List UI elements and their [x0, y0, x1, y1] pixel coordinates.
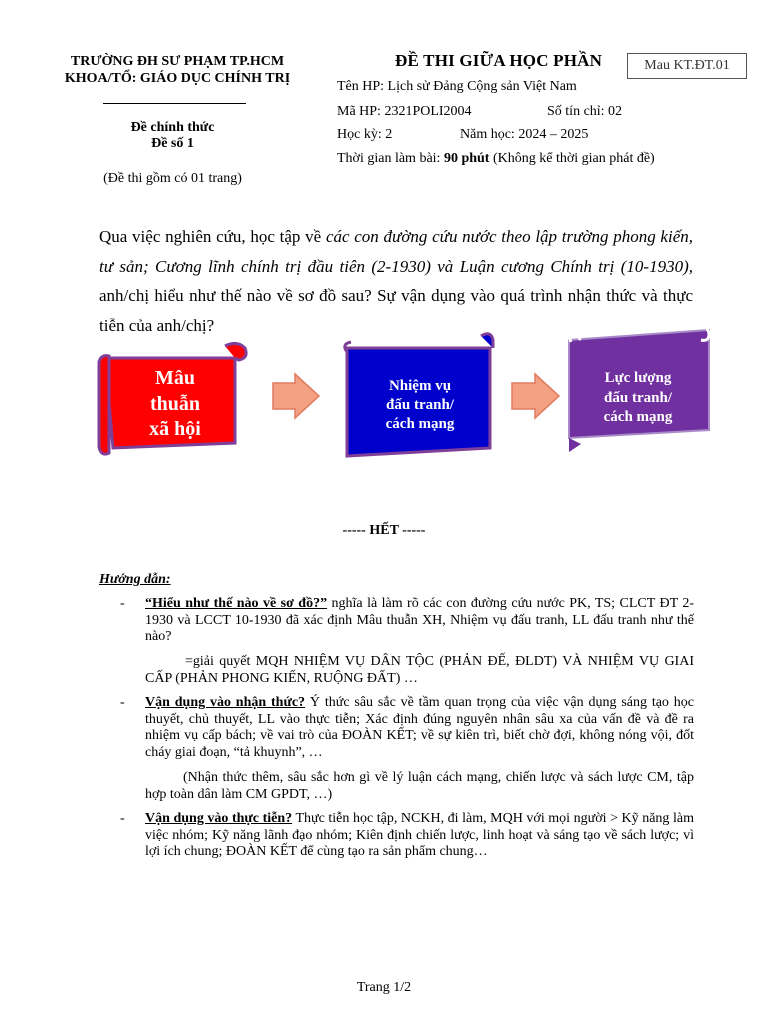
box3-line-3: cách mạng [603, 409, 673, 425]
question-part-2: các con đường cứu nước theo lập trường phong kiến, tư sản; Cương lĩnh chính trị đầu tiên (2-1930) và Luận cương Chính trị (10-1930), [99, 227, 693, 276]
official-text: Đề chính thức [130, 120, 215, 135]
guide-item-1 [145, 596, 694, 646]
school-line-1: TRƯỜNG ĐH SƯ PHẠM TP.HCM [70, 54, 285, 69]
scroll-box-struggle-task [345, 334, 493, 456]
scroll-3-foot [569, 438, 581, 452]
question-part-1: Qua việc nghiên cứu, học tập về [99, 227, 326, 246]
box2-line-3: cách mạng [385, 416, 455, 432]
school-year: Năm học: 2024 – 2025 [460, 127, 589, 142]
box2-line-1: Nhiệm vụ [388, 378, 452, 394]
box3-line-1: Lực lượng [604, 370, 672, 386]
end-mark: ----- HẾT ----- [342, 523, 426, 538]
duration-value: 90 phút [443, 151, 490, 166]
question-part-3: anh/chị hiểu như thế nào về sơ đồ sau? Sự vận dụng vào quá trình nhận thức và thực tiễn của anh/chị? [99, 286, 693, 335]
box1-line-3: xã hội [149, 418, 201, 440]
course-code: Mã HP: 2321POLI2004 [337, 104, 472, 119]
guide-item-2-text: Ý thức sâu sắc về tầm quan trọng của việc vận dụng sáng tạo học thuyết, chủ thuyết, LL vào thực tiễn; Xác định đúng nguyên nhân sâu xa của vấn đề và đề ra nhiệm vụ cấp bách; về vai trò của ĐOÀN KẾT; về sự kiên trì, biết chờ đợi, không nóng vội, đốt cháy giai đoạn, “tả khuynh”, … [145, 695, 694, 760]
school-line-2: KHOA/TỔ: GIÁO DỤC CHÍNH TRỊ [64, 71, 291, 86]
school-name [40, 53, 315, 87]
scroll-box-revolutionary-force [569, 326, 709, 452]
semester: Học kỳ: 2 [337, 127, 393, 142]
page-footer: Trang 1/2 [356, 980, 412, 995]
box3-line-2: đấu tranh/ [604, 390, 672, 406]
arrow-right-icon [512, 374, 559, 418]
guide-item-3-title: Vận dụng vào thực tiễn? [145, 811, 293, 826]
page-count-note: (Đề thi gồm có 01 trang) [103, 171, 242, 186]
guide-item-3-text: Thực tiễn học tập, NCKH, đi làm, MQH với mọi người > Kỹ năng làm việc nhóm; Kỹ năng lãnh đạo nhóm; Kiên định chiến lược, linh hoạt và sáng tạo về sách lược; vì lợi ích chung; ĐOÀN KẾT để cùng tạo ra sản phẩm chung… [145, 811, 694, 859]
box1-line-1: Mâu [155, 367, 195, 389]
box2-line-2: đấu tranh/ [386, 397, 454, 413]
duration-suffix: (Không kể thời gian phát đề) [489, 151, 655, 166]
guide-item-1-note: =giải quyết MQH NHIỆM VỤ DÂN TỘC (PHẢN ĐẾ, ĐLDT) VÀ NHIỆM VỤ GIAI CẤP (PHẢN PHONG KIẾN, RUỘNG ĐẤT) … [145, 654, 694, 686]
credits: Số tín chỉ: 02 [547, 104, 623, 119]
guide-item-2-note: (Nhận thức thêm, sâu sắc hơn gì về lý luận cách mạng, chiến lược và sách lược CM, tập hợp toàn dân làm CM GPDT, …) [145, 770, 694, 802]
bullet-1: - [120, 596, 125, 611]
guide-item-1-text: nghĩa là làm rõ các con đường cứu nước PK, TS; CLCT ĐT 2-1930 và LCCT 10-1930 đã xác định Mâu thuẫn XH, Nhiệm vụ đấu tranh, LL đấu tranh như thế nào? [145, 596, 694, 644]
form-code-box: Mau KT.ĐT.01 [627, 53, 747, 79]
scroll-1-left-roll [99, 356, 109, 455]
bullet-3: - [120, 811, 125, 826]
course-name: Tên HP: Lịch sử Đảng Cộng sản Việt Nam [337, 79, 577, 94]
scroll-2-top-curl [481, 334, 493, 348]
guide-item-1-title: “Hiểu như thế nào về sơ đồ?” [145, 596, 328, 611]
duration-prefix: Thời gian làm bài: [337, 151, 444, 166]
scroll-box-social-contradiction [99, 343, 246, 454]
guide-heading: Hướng dẫn: [99, 572, 171, 587]
exam-duration [337, 151, 655, 167]
scheme-diagram [85, 318, 725, 468]
guide-item-2 [145, 695, 694, 761]
exam-title: ĐỀ THI GIỮA HỌC PHẦN [395, 51, 603, 70]
arrow-right-icon [273, 374, 319, 418]
guide-item-3 [145, 811, 694, 861]
box1-line-2: thuẫn [149, 393, 201, 415]
guide-item-2-title: Vận dụng vào nhận thức? [145, 695, 306, 710]
official-label [100, 120, 245, 152]
exam-number: Đề số 1 [151, 136, 194, 151]
header-rule [103, 103, 246, 104]
bullet-2: - [120, 695, 125, 710]
